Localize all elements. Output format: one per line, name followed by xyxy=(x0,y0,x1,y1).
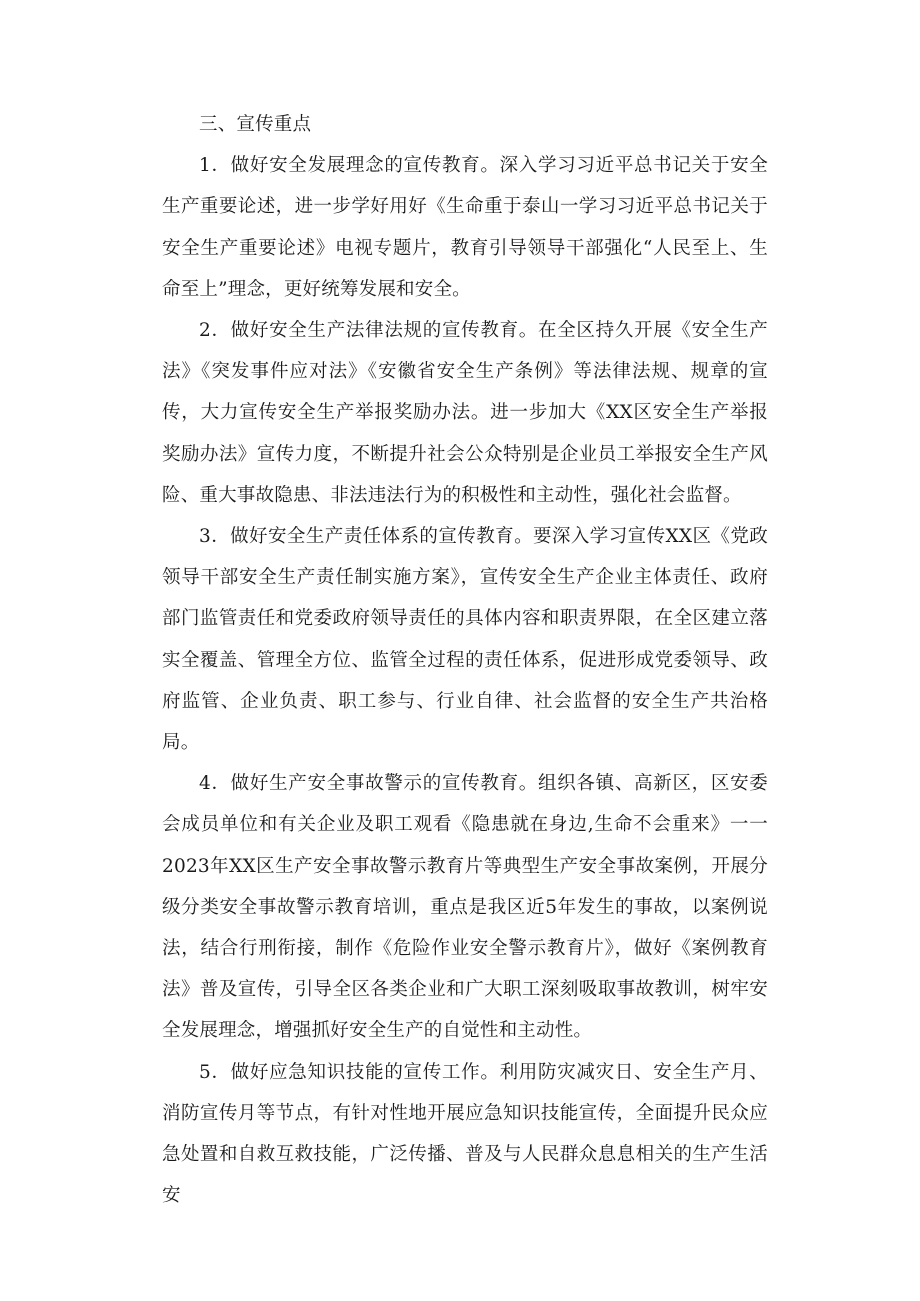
paragraph-2: 2．做好安全生产法律法规的宣传教育。在全区持久开展《安全生产法》《突发事件应对法》《安徽省安全生产条例》等法律法规、规章的宣传，大力宣传安全生产举报奖励办法。进一步加大《XX区安全生产举报奖励办法》宣传力度，不断提升社会公众特别是企业员工举报安全生产风险、重大事故隐患、非法违法行为的积极性和主动性，强化社会监督。 xyxy=(162,320,768,506)
paragraph-5: 5．做好应急知识技能的宣传工作。利用防灾减灾日、安全生产月、消防宣传月等节点，有针对性地开展应急知识技能宣传，全面提升民众应急处置和自救互救技能，广泛传播、普及与人民群众息息相关的生产生活安 xyxy=(162,1061,768,1207)
paragraph-1: 1．做好安全发展理念的宣传教育。深入学习习近平总书记关于安全生产重要论述，进一步学好用好《生命重于泰山一学习习近平总书记关于安全生产重要论述》电视专题片，教育引导领导干部强化“人民至上、生命至上”理念，更好统筹发展和安全。 xyxy=(162,155,768,300)
paragraph-3: 3．做好安全生产责任体系的宣传教育。要深入学习宣传XX区《党政领导干部安全生产责任制实施方案》，宣传安全生产企业主体责任、政府部门监管责任和党委政府领导责任的具体内容和职责界限，在全区建立落实全覆盖、管理全方位、监管全过程的责任体系，促进形成党委领导、政府监管、企业负责、职工参与、行业自律、社会监督的安全生产共治格局。 xyxy=(162,526,768,754)
section-heading: 三、宣传重点 xyxy=(199,114,312,135)
paragraph-4: 4．做好生产安全事故警示的宣传教育。组织各镇、高新区，区安委会成员单位和有关企业及职工观看《隐患就在身边,生命不会重来》一一2023年XX区生产安全事故警示教育片等典型生产安全事故案例，开展分级分类安全事故警示教育培训，重点是我区近5年发生的事故，以案例说法，结合行刑衔接，制作《危险作业安全警示教育片》，做好《案例教育法》普及宣传，引导全区各类企业和广大职工深刻吸取事故教训，树牢安全发展理念，增强抓好安全生产的自觉性和主动性。 xyxy=(162,773,768,1042)
